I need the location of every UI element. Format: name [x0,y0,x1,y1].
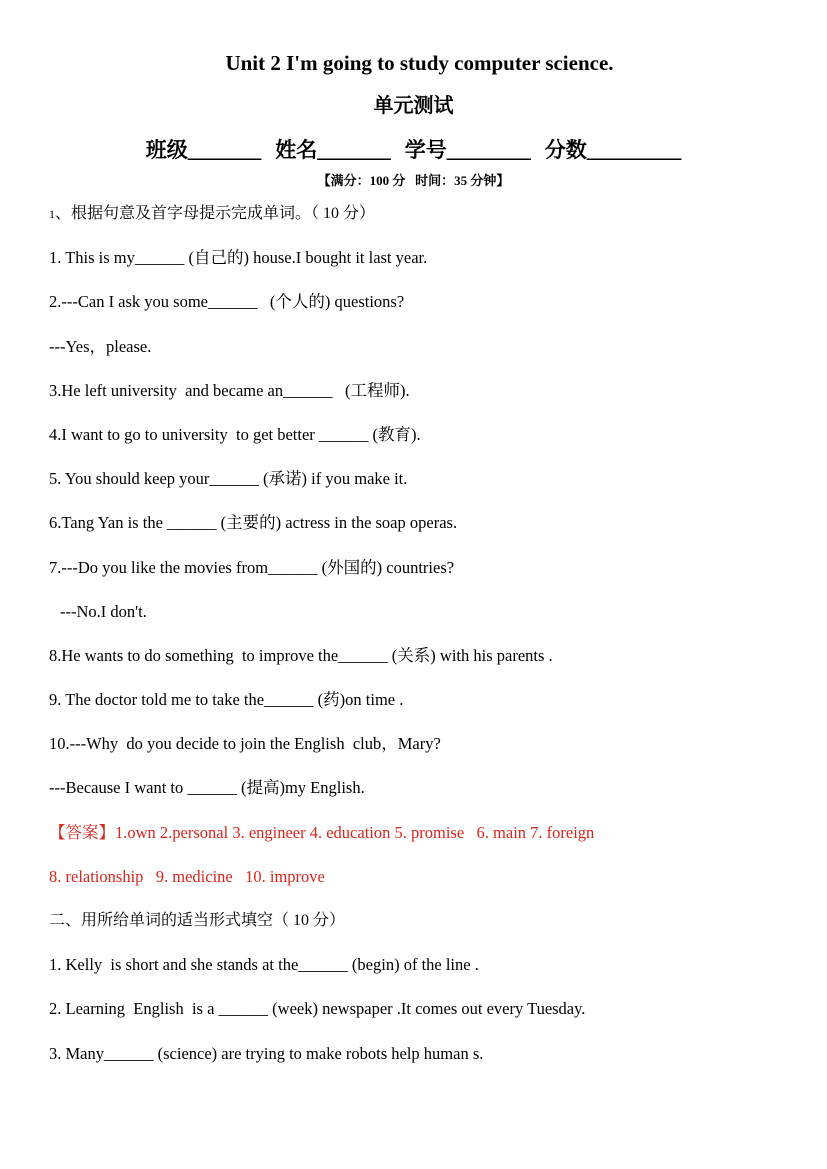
question-line: ---Because I want to ______ (提高)my English. [49,778,365,798]
section1-heading-text: 、根据句意及首字母提示完成单词。（ 10 分） [55,205,376,222]
worksheet-body [49,192,789,1076]
question-line: 8.He wants to do something to improve the______ (关系) with his parents . [49,645,553,665]
section2-heading: 二、用所给单词的适当形式填空（ 10 分） [49,912,346,929]
question-line: 2.---Can I ask you some______ (个人的) questions? [49,292,405,312]
question-line: 7.---Do you like the movies from______ (外国的) countries? [49,557,455,577]
section1-number: 1 [49,207,55,221]
student-id-field: 学号________ [404,138,531,162]
question-line: 3. Many______ (science) are trying to make robots help human s. [49,1043,484,1063]
question-line: 2. Learning English is a ______ (week) newspaper .It comes out every Tuesday. [49,999,586,1019]
question-line: ---Yes，please. [49,336,152,356]
question-line: 5. You should keep your______ (承诺) if you make it. [49,469,408,489]
name-field: 姓名_______ [275,138,391,162]
question-line: 10.---Why do you decide to join the English club，Mary? [49,734,441,754]
answer-key-line: 【答案】1.own 2.personal 3. engineer 4. education 5. promise 6. main 7. foreign [49,822,595,842]
question-line: ---No.I don't. [60,601,147,621]
question-line: 1. This is my______ (自己的) house.I bought it last year. [49,248,428,268]
answer-key-line: 8. relationship 9. medicine 10. improve [49,866,325,886]
score-time-note: 【满分：100 分 时间：35 分钟】 [317,173,510,188]
question-line: 3.He left university and became an______ (工程师). [49,380,410,400]
score-field: 分数_________ [544,138,682,162]
section1-heading [49,192,789,236]
class-field: 班级_______ [145,138,262,162]
question-line: 4.I want to go to university to get better ______ (教育). [49,424,421,444]
student-info-line [0,136,827,164]
document-title: Unit 2 I'm going to study computer science. [225,51,614,75]
question-line: 1. Kelly is short and she stands at the______ (begin) of the line . [49,955,479,975]
question-line: 9. The doctor told me to take the______ (药)on time . [49,690,404,710]
document-subtitle: 单元测试 [373,95,454,117]
question-line: 6.Tang Yan is the ______ (主要的) actress in the soap operas. [49,513,458,533]
